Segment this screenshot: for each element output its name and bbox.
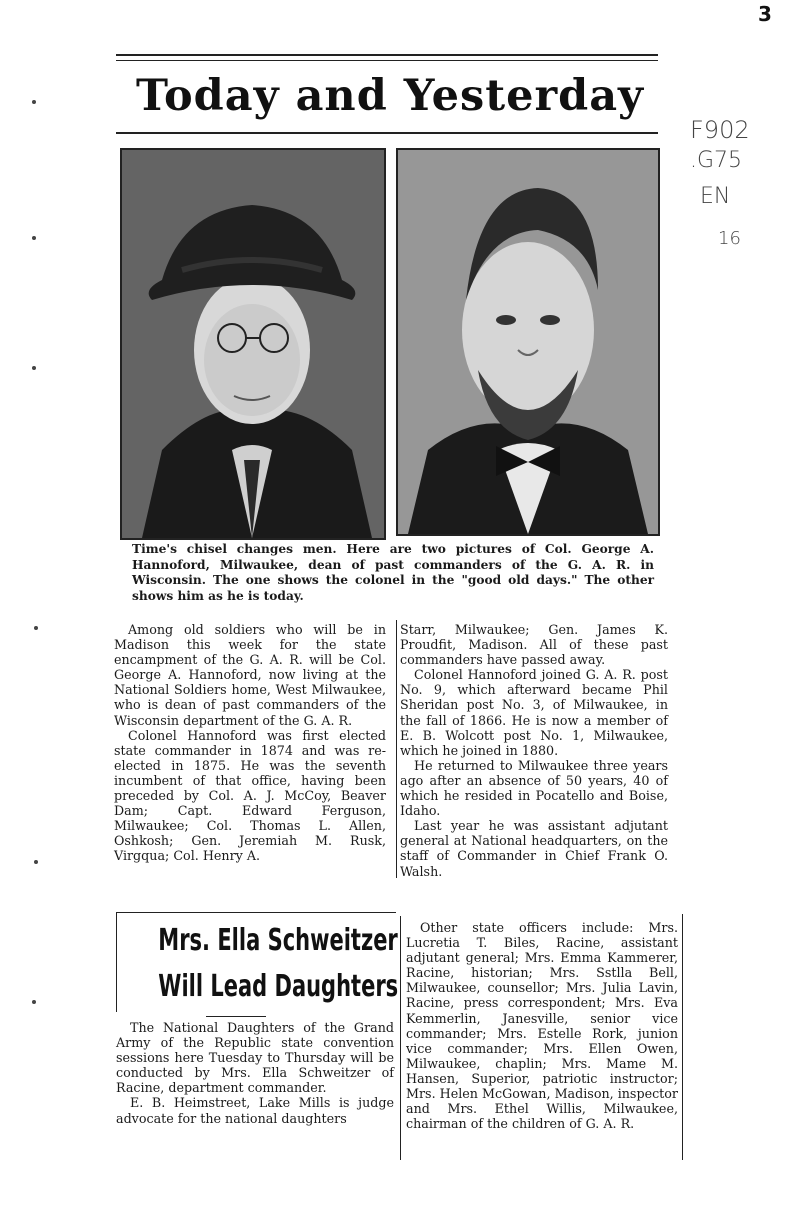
margin-mark: [32, 1000, 36, 1004]
annotation-cutter: .G75: [690, 148, 743, 173]
photo-yesterday: [396, 148, 660, 536]
article2-top-rule: [116, 912, 396, 913]
article1-paragraph: Starr, Milwaukee; Gen. James K. Proudfit, Madison. All of these past commanders have passed away.: [400, 622, 668, 668]
masthead-top-rule: [116, 54, 658, 56]
article1-paragraph: Colonel Hannoford was first elected state commander in 1874 and was re-elected in 1875. He was the seventh incumbent of that office, having been preceded by Col. A. J. McCoy, Beaver Dam; Capt. Edward Ferguson, Milwaukee; Col. Thomas L. Allen, Oshkosh; Gen. Jeremiah M. Rusk, Virgqua; Col. Henry A.: [114, 727, 386, 864]
article1-paragraph: Last year he was assistant adjutant general at National headquarters, on the staff of Commander in Chief Frank O. Walsh.: [400, 818, 668, 879]
article1-paragraph: Colonel Hannoford joined G. A. R. post No. 9, which afterward became Phil Sheridan post No. 3, of Milwaukee, in the fall of 1866. He is now a member of E. B. Wolcott post No. 1, Milwaukee, which he joined in 1880.: [400, 667, 668, 758]
photo-caption: Time's chisel changes men. Here are two pictures of Col. George A. Hannoford, Milwaukee, dean of past commanders of the G. A. R. in Wisconsin. The one shows the colonel in the "good old days." The other shows him as he is today.: [132, 542, 654, 603]
article2-right-column: [406, 920, 678, 1131]
article2-left-column: [116, 1020, 394, 1126]
article2-headline-line2: Will Lead Daughters: [158, 969, 399, 1004]
annotation-volume: 16: [718, 228, 741, 249]
article2-headline-rule: [206, 1016, 266, 1017]
margin-mark: [32, 366, 36, 370]
margin-mark: [34, 860, 38, 864]
article2-paragraph: Other state officers include: Mrs. Lucretia T. Biles, Racine, assistant adjutant general; Mrs. Emma Kammerer, Racine, historian; Mrs. Sstlla Bell, Milwaukee, counsellor; Mrs. Julia Lavin, Racine, press correspondent; Mrs. Eva Kemmerlin, Janesville, senior vice commander; Mrs. Estelle Rork, junion vice commander; Mrs. Ellen Owen, Milwaukee, chaplin; Mrs. Mame M. Hansen, Superior, patriotic instructor; Mrs. Helen McGowan, Madison, inspector and Mrs. Ethel Willis, Milwaukee, chairman of the children of G. A. R.: [406, 920, 678, 1132]
page-number: 3: [758, 2, 772, 26]
article2-headline: [158, 918, 399, 1010]
article2-right-border: [682, 914, 683, 1160]
article2-paragraph: The National Daughters of the Grand Army of the Republic state convention sessions here Tuesday to Thursday will be conducted by Mrs. Ella Schweitzer of Racine, department commander.: [116, 1020, 394, 1096]
margin-mark: [32, 236, 36, 240]
margin-mark: [32, 100, 36, 104]
margin-mark: [34, 626, 38, 630]
annotation-language: EN: [700, 184, 731, 209]
portrait-older-man: [122, 150, 384, 538]
photo-today: [120, 148, 386, 540]
annotation-call-number: F902: [690, 116, 750, 144]
article2-paragraph: E. B. Heimstreet, Lake Mills is judge advocate for the national daughters: [116, 1095, 394, 1126]
masthead-bottom-rule: [116, 132, 658, 134]
article2-headline-line1: Mrs. Ella Schweitzer: [158, 923, 398, 958]
article2-left-border: [116, 912, 117, 1012]
article1-right-column: [400, 622, 668, 879]
portrait-younger-man: [398, 150, 658, 534]
article1-paragraph: Among old soldiers who will be in Madison this week for the state encampment of the G. A. R. will be Col. George A. Hannoford, now living at the National Soldiers home, West Milwaukee, who is dean of past commanders of the Wisconsin department of the G. A. R.: [114, 622, 386, 728]
article1-left-column: [114, 622, 386, 864]
column-divider: [396, 620, 397, 878]
article1-paragraph: He returned to Milwaukee three years ago after an absence of 50 years, 40 of which he resided in Pocatello and Boise, Idaho.: [400, 757, 668, 819]
column-divider: [400, 916, 401, 1160]
masthead-title: Today and Yesterday: [135, 71, 645, 121]
masthead-top-rule-2: [116, 60, 658, 61]
